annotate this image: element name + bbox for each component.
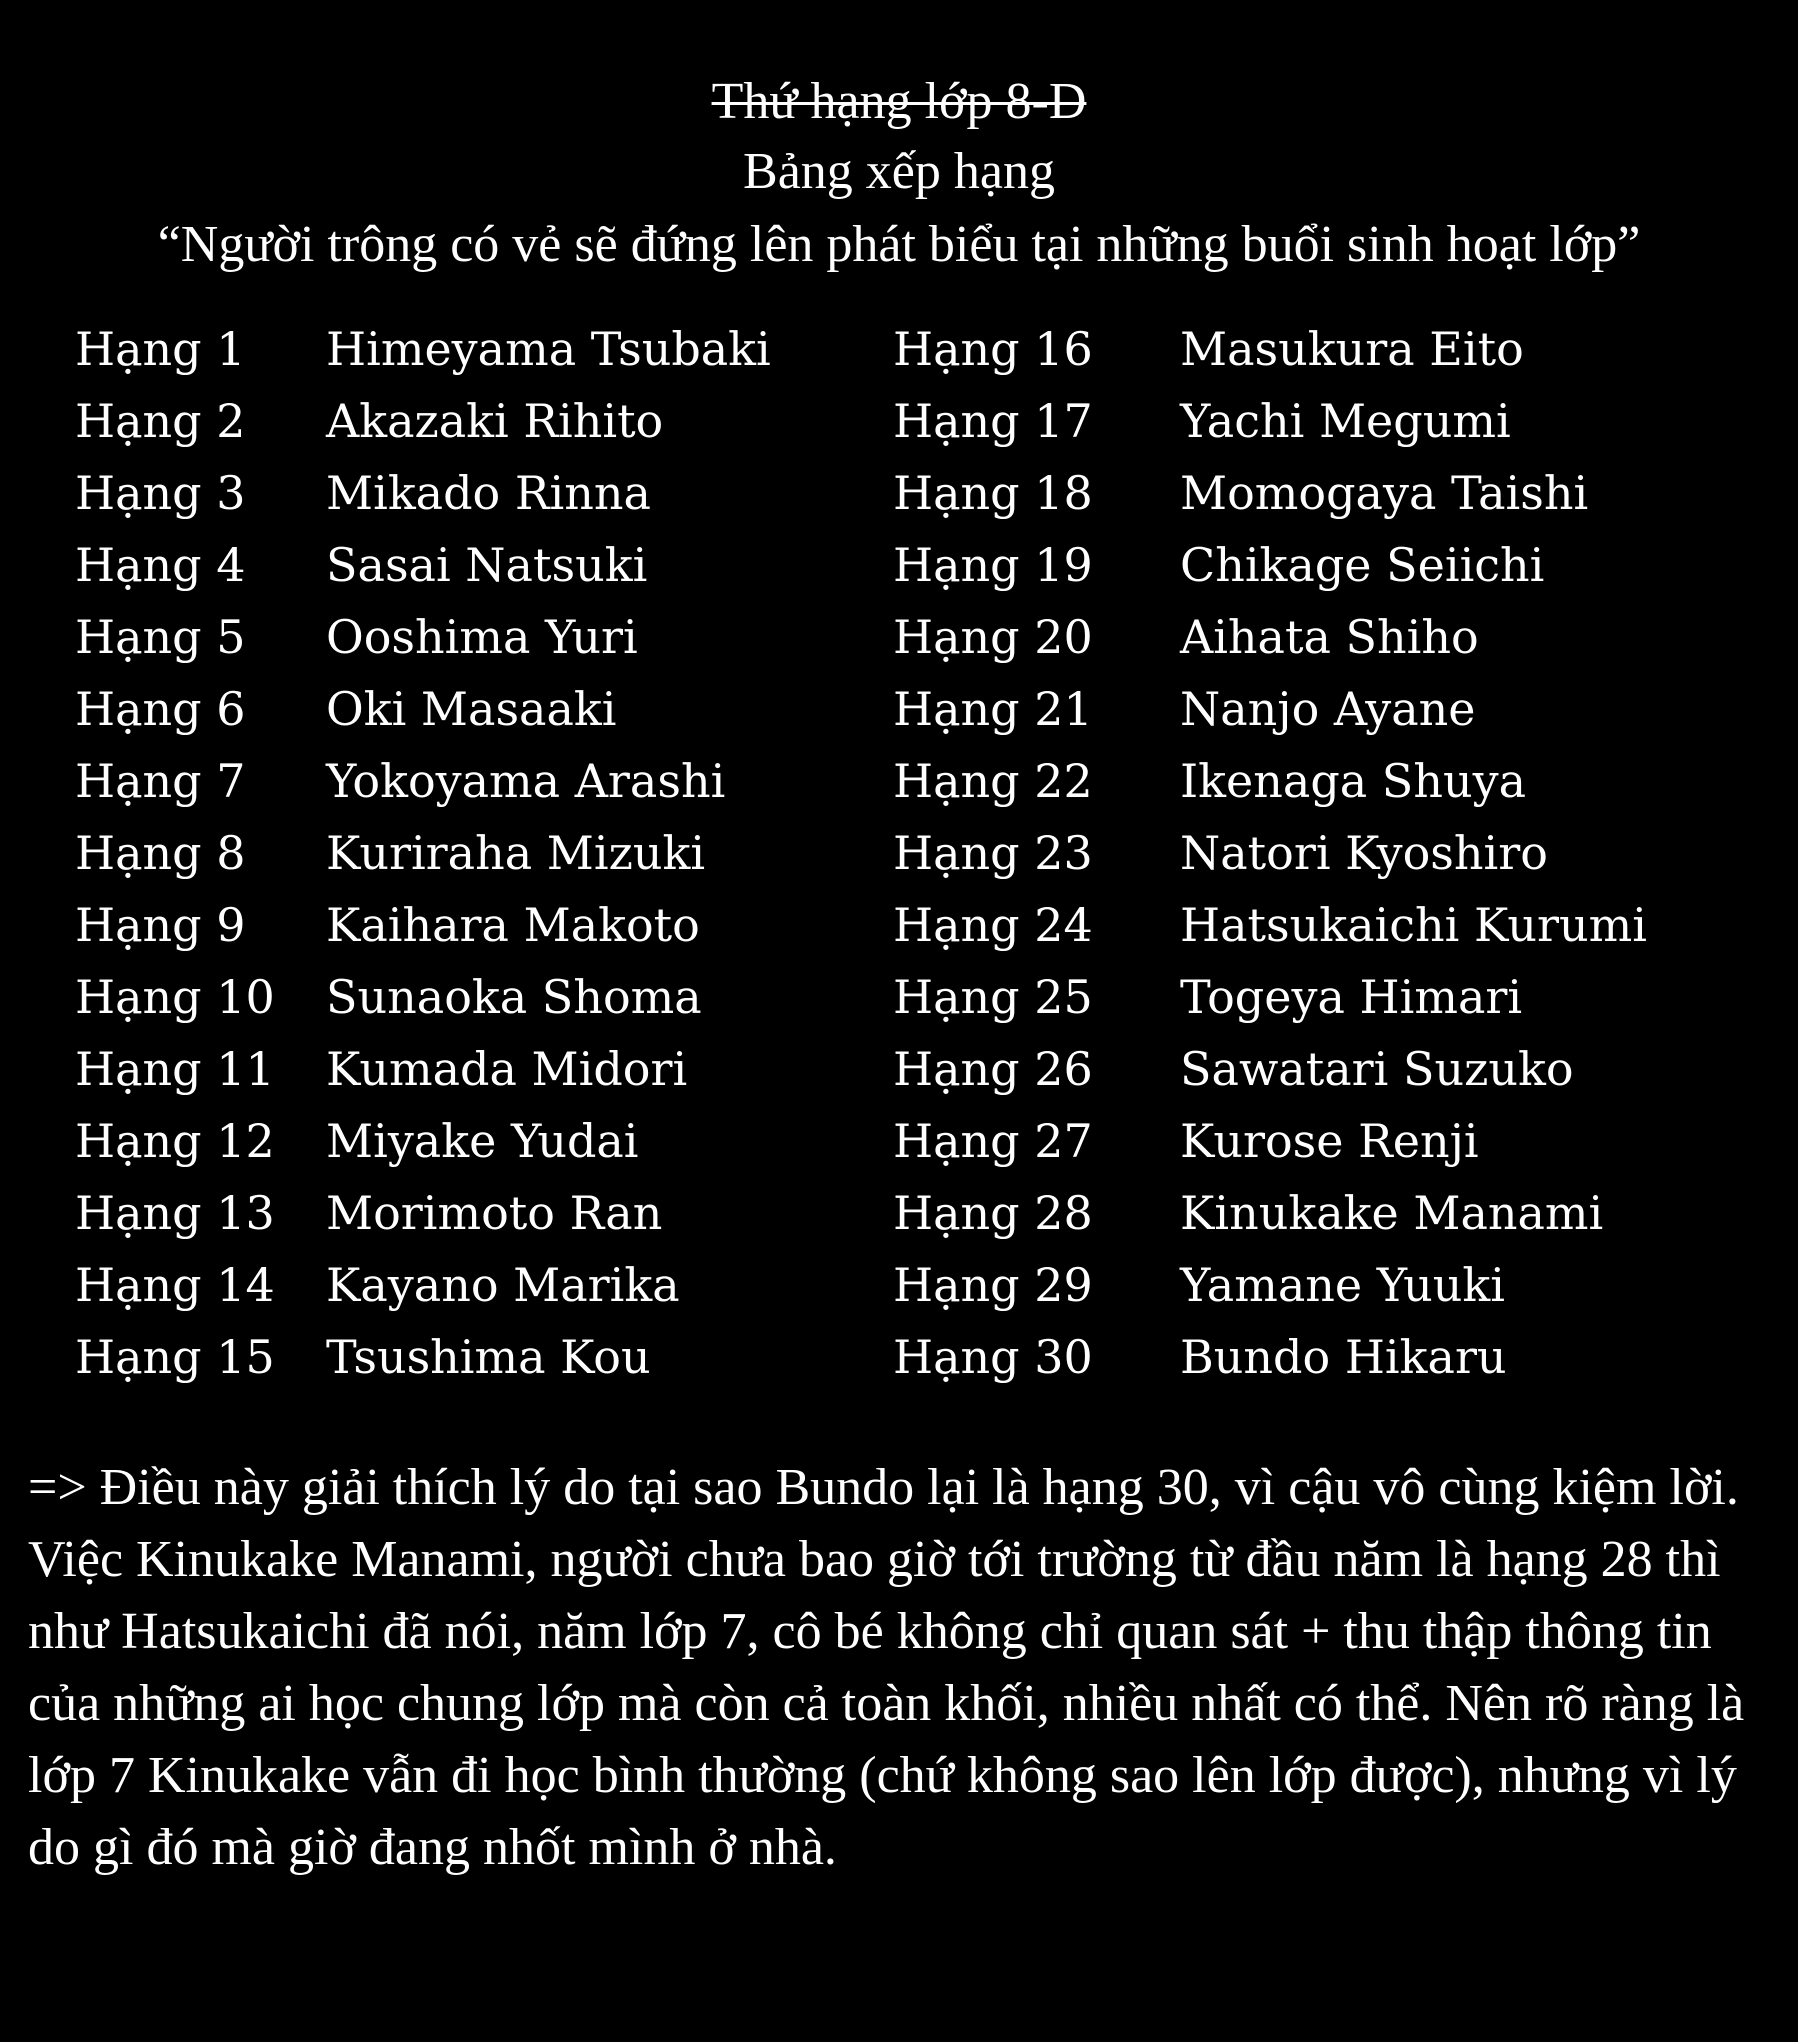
- right-rank-label: Hạng 22: [893, 754, 1093, 808]
- ranking-row: [0, 529, 1798, 601]
- right-rank-label: Hạng 20: [893, 610, 1093, 664]
- left-rank-label: Hạng 13: [75, 1186, 275, 1240]
- left-student-name: Himeyama Tsubaki: [326, 322, 771, 376]
- left-student-name: Tsushima Kou: [326, 1330, 651, 1384]
- right-student-name: Kinukake Manami: [1180, 1186, 1604, 1240]
- right-student-name: Yachi Megumi: [1180, 394, 1511, 448]
- ranking-row: [0, 817, 1798, 889]
- right-rank-label: Hạng 23: [893, 826, 1093, 880]
- right-student-name: Bundo Hikaru: [1180, 1330, 1507, 1384]
- left-student-name: Mikado Rinna: [326, 466, 651, 520]
- right-student-name: Nanjo Ayane: [1180, 682, 1476, 736]
- right-student-name: Aihata Shiho: [1180, 610, 1479, 664]
- left-student-name: Kuriraha Mizuki: [326, 826, 706, 880]
- left-rank-label: Hạng 12: [75, 1114, 275, 1168]
- left-rank-label: Hạng 9: [75, 898, 246, 952]
- note-paragraph-1: => Điều này giải thích lý do tại sao Bundo lại là hạng 30, vì cậu vô cùng kiệm lời.: [28, 1459, 1739, 1516]
- left-student-name: Oki Masaaki: [326, 682, 617, 736]
- ranking-row: [0, 1321, 1798, 1393]
- ranking-row: [0, 1105, 1798, 1177]
- ranking-row: [0, 1177, 1798, 1249]
- ranking-row: [0, 457, 1798, 529]
- left-student-name: Miyake Yudai: [326, 1114, 639, 1168]
- ranking-row: [0, 673, 1798, 745]
- struck-through-title: Thứ hạng lớp 8-D: [711, 73, 1087, 130]
- right-rank-label: Hạng 16: [893, 322, 1093, 376]
- left-rank-label: Hạng 15: [75, 1330, 275, 1384]
- left-rank-label: Hạng 4: [75, 538, 246, 592]
- left-rank-label: Hạng 14: [75, 1258, 275, 1312]
- right-rank-label: Hạng 17: [893, 394, 1093, 448]
- ranking-row: [0, 745, 1798, 817]
- left-rank-label: Hạng 1: [75, 322, 246, 376]
- right-rank-label: Hạng 19: [893, 538, 1093, 592]
- right-rank-label: Hạng 28: [893, 1186, 1093, 1240]
- ranking-row: [0, 601, 1798, 673]
- right-rank-label: Hạng 25: [893, 970, 1093, 1024]
- page-subtitle: Bảng xếp hạng: [743, 143, 1055, 200]
- left-rank-label: Hạng 10: [75, 970, 275, 1024]
- right-student-name: Momogaya Taishi: [1180, 466, 1589, 520]
- right-student-name: Hatsukaichi Kurumi: [1180, 898, 1647, 952]
- left-student-name: Morimoto Ran: [326, 1186, 663, 1240]
- ranking-category-title: “Người trông có vẻ sẽ đứng lên phát biểu tại những buổi sinh hoạt lớp”: [157, 216, 1641, 273]
- ranking-row: [0, 385, 1798, 457]
- right-student-name: Togeya Himari: [1180, 970, 1523, 1024]
- left-student-name: Sunaoka Shoma: [326, 970, 702, 1024]
- right-student-name: Natori Kyoshiro: [1180, 826, 1548, 880]
- right-student-name: Masukura Eito: [1180, 322, 1524, 376]
- right-student-name: Chikage Seiichi: [1180, 538, 1545, 592]
- left-student-name: Yokoyama Arashi: [326, 754, 726, 808]
- left-student-name: Akazaki Rihito: [326, 394, 664, 448]
- left-rank-label: Hạng 2: [75, 394, 246, 448]
- left-student-name: Kaihara Makoto: [326, 898, 700, 952]
- right-student-name: Yamane Yuuki: [1180, 1258, 1505, 1312]
- right-rank-label: Hạng 30: [893, 1330, 1093, 1384]
- right-rank-label: Hạng 29: [893, 1258, 1093, 1312]
- right-rank-label: Hạng 26: [893, 1042, 1093, 1096]
- left-rank-label: Hạng 5: [75, 610, 246, 664]
- right-rank-label: Hạng 18: [893, 466, 1093, 520]
- ranking-row: [0, 889, 1798, 961]
- left-rank-label: Hạng 11: [75, 1042, 275, 1096]
- left-rank-label: Hạng 7: [75, 754, 246, 808]
- left-student-name: Ooshima Yuri: [326, 610, 638, 664]
- right-student-name: Kurose Renji: [1180, 1114, 1479, 1168]
- right-student-name: Ikenaga Shuya: [1180, 754, 1526, 808]
- right-rank-label: Hạng 21: [893, 682, 1093, 736]
- ranking-row: [0, 1249, 1798, 1321]
- left-student-name: Sasai Natsuki: [326, 538, 648, 592]
- left-student-name: Kumada Midori: [326, 1042, 688, 1096]
- left-rank-label: Hạng 6: [75, 682, 246, 736]
- left-student-name: Kayano Marika: [326, 1258, 680, 1312]
- ranking-row: [0, 1033, 1798, 1105]
- left-rank-label: Hạng 3: [75, 466, 246, 520]
- note-paragraph-2: Việc Kinukake Manami, người chưa bao giờ tới trường từ đầu năm là hạng 28 thì như Hatsukaichi đã nói, năm lớp 7, cô bé không chỉ quan sát + thu thập thông tin của những ai học chung lớp mà còn cả toàn khối, nhiều nhất có thể. Nên rõ ràng là lớp 7 Kinukake vẫn đi học bình thường (chứ không sao lên lớp được), nhưng vì lý do gì đó mà giờ đang nhốt mình ở nhà.: [28, 1531, 1745, 1876]
- ranking-row: [0, 961, 1798, 1033]
- left-rank-label: Hạng 8: [75, 826, 246, 880]
- explanation-note: [28, 1452, 1788, 1884]
- right-rank-label: Hạng 24: [893, 898, 1093, 952]
- ranking-table: [0, 313, 1798, 1393]
- ranking-row: [0, 313, 1798, 385]
- right-rank-label: Hạng 27: [893, 1114, 1093, 1168]
- right-student-name: Sawatari Suzuko: [1180, 1042, 1574, 1096]
